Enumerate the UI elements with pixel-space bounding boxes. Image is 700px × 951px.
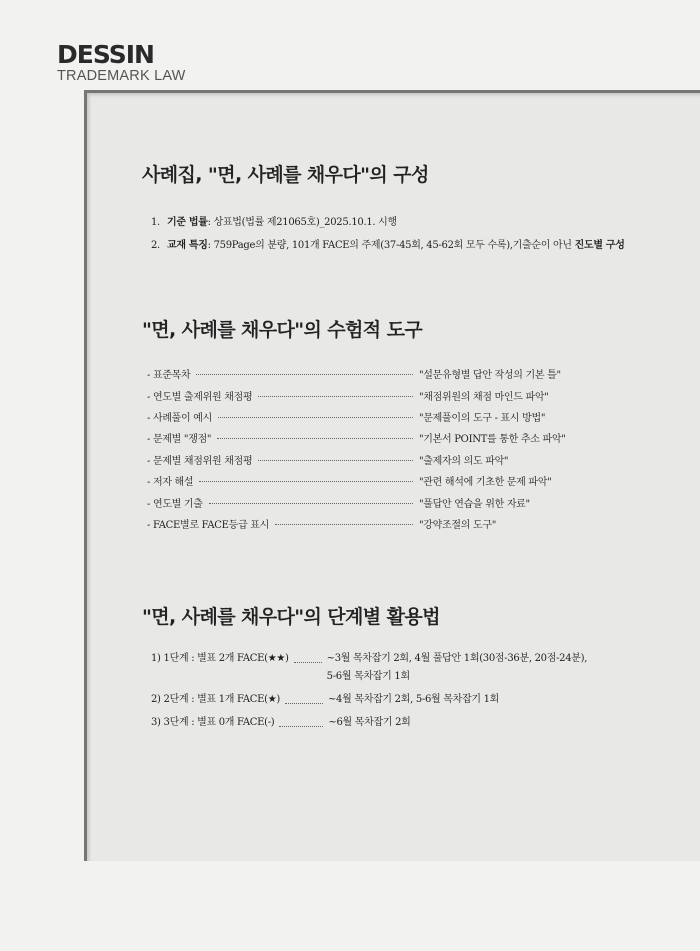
stage-description bbox=[328, 691, 499, 709]
list-item bbox=[147, 384, 577, 405]
tool-name: - 문제별 채점위원 채점평 bbox=[147, 455, 253, 467]
leader-dots bbox=[217, 438, 413, 439]
stage-description bbox=[327, 650, 588, 686]
stage-label: 1) 1단계 : 별표 2개 FACE(★★) bbox=[151, 653, 289, 664]
leader-dots bbox=[294, 662, 322, 663]
tool-purpose: "문제풀이의 도구 - 표시 방법" bbox=[419, 412, 546, 424]
tool-purpose: "기본서 POINT를 통한 추소 파악" bbox=[419, 434, 566, 446]
tool-name: - 연도별 출제위원 채점평 bbox=[147, 391, 253, 403]
tool-purpose: "강약조절의 도구" bbox=[419, 519, 496, 531]
list-item bbox=[147, 406, 577, 427]
tool-name: - 표준목차 bbox=[147, 370, 191, 382]
leader-dots bbox=[279, 726, 323, 727]
tool-purpose: "채점위원의 채점 마인드 파악" bbox=[419, 391, 549, 403]
brand-logo bbox=[57, 42, 186, 84]
tool-name: - 사례풀이 예시 bbox=[147, 412, 212, 424]
item-tail: 진도별 구성 bbox=[574, 240, 625, 251]
tool-name: - 문제별 "쟁점" bbox=[147, 434, 212, 446]
list-item bbox=[147, 470, 577, 491]
item-label: 기준 법률 bbox=[167, 217, 208, 228]
section-title-composition: 사례집, "면, 사례를 채우다"의 구성 bbox=[142, 164, 429, 186]
leader-dots bbox=[258, 460, 413, 461]
section-title-stages: "면, 사례를 채우다"의 단계별 활용법 bbox=[142, 606, 440, 628]
tools-list bbox=[147, 363, 577, 534]
composition-list bbox=[151, 211, 625, 257]
stage-desc-line: 5-6월 목차잡기 1회 bbox=[326, 671, 410, 682]
list-item bbox=[151, 211, 625, 234]
stage-desc-line: ~3월 목차잡기 2회, 4월 풀답안 1회(30점-36분, 20점-24분), bbox=[326, 653, 588, 664]
stage-desc-line: ~6월 목차잡기 2회 bbox=[328, 717, 411, 728]
leader-dots bbox=[199, 481, 413, 482]
leader-dots bbox=[258, 396, 413, 397]
tool-name: - FACE별로 FACE등급 표시 bbox=[147, 519, 269, 531]
list-item bbox=[151, 650, 587, 686]
item-text: : 759Page의 분량, 101개 FACE의 주제(37-45회, 45-62회 모두 수록),기출순이 아닌 bbox=[207, 240, 575, 251]
stage-desc-line: ~4월 목차잡기 2회, 5-6월 목차잡기 1회 bbox=[327, 694, 500, 705]
list-item bbox=[147, 427, 577, 448]
brand-subtitle: TRADEMARK LAW bbox=[57, 68, 186, 84]
stage-description bbox=[328, 714, 410, 732]
stages-list bbox=[151, 650, 587, 737]
stage-label: 2) 2단계 : 별표 1개 FACE(★) bbox=[151, 694, 280, 705]
item-number: 1. bbox=[151, 217, 160, 228]
list-item bbox=[151, 714, 587, 732]
list-item bbox=[151, 234, 625, 257]
tool-purpose: "관련 해석에 기초한 문제 파악" bbox=[419, 477, 552, 489]
tool-purpose: "풀답안 연습을 위한 자료" bbox=[419, 498, 530, 510]
list-item bbox=[151, 691, 587, 709]
list-item bbox=[147, 363, 577, 384]
list-item bbox=[147, 491, 577, 512]
leader-dots bbox=[218, 417, 413, 418]
tool-name: - 저자 해설 bbox=[147, 477, 194, 489]
leader-dots bbox=[285, 703, 323, 704]
leader-dots bbox=[275, 524, 413, 525]
list-item bbox=[147, 449, 577, 470]
item-text: : 상표법(법률 제21065호)_2025.10.1. 시행 bbox=[207, 217, 397, 228]
item-number: 2. bbox=[151, 240, 160, 251]
tool-name: - 연도별 기출 bbox=[147, 498, 203, 510]
stage-label: 3) 3단계 : 별표 0개 FACE(-) bbox=[151, 717, 275, 728]
leader-dots bbox=[196, 374, 413, 375]
item-label: 교재 특징 bbox=[167, 240, 208, 251]
list-item bbox=[147, 513, 577, 534]
brand-name: DESSIN bbox=[57, 40, 154, 69]
section-title-tools: "면, 사례를 채우다"의 수험적 도구 bbox=[142, 319, 423, 341]
leader-dots bbox=[209, 503, 413, 504]
tool-purpose: "출제자의 의도 파악" bbox=[419, 455, 509, 467]
tool-purpose: "설문유형별 답안 작성의 기본 틀" bbox=[419, 370, 561, 382]
